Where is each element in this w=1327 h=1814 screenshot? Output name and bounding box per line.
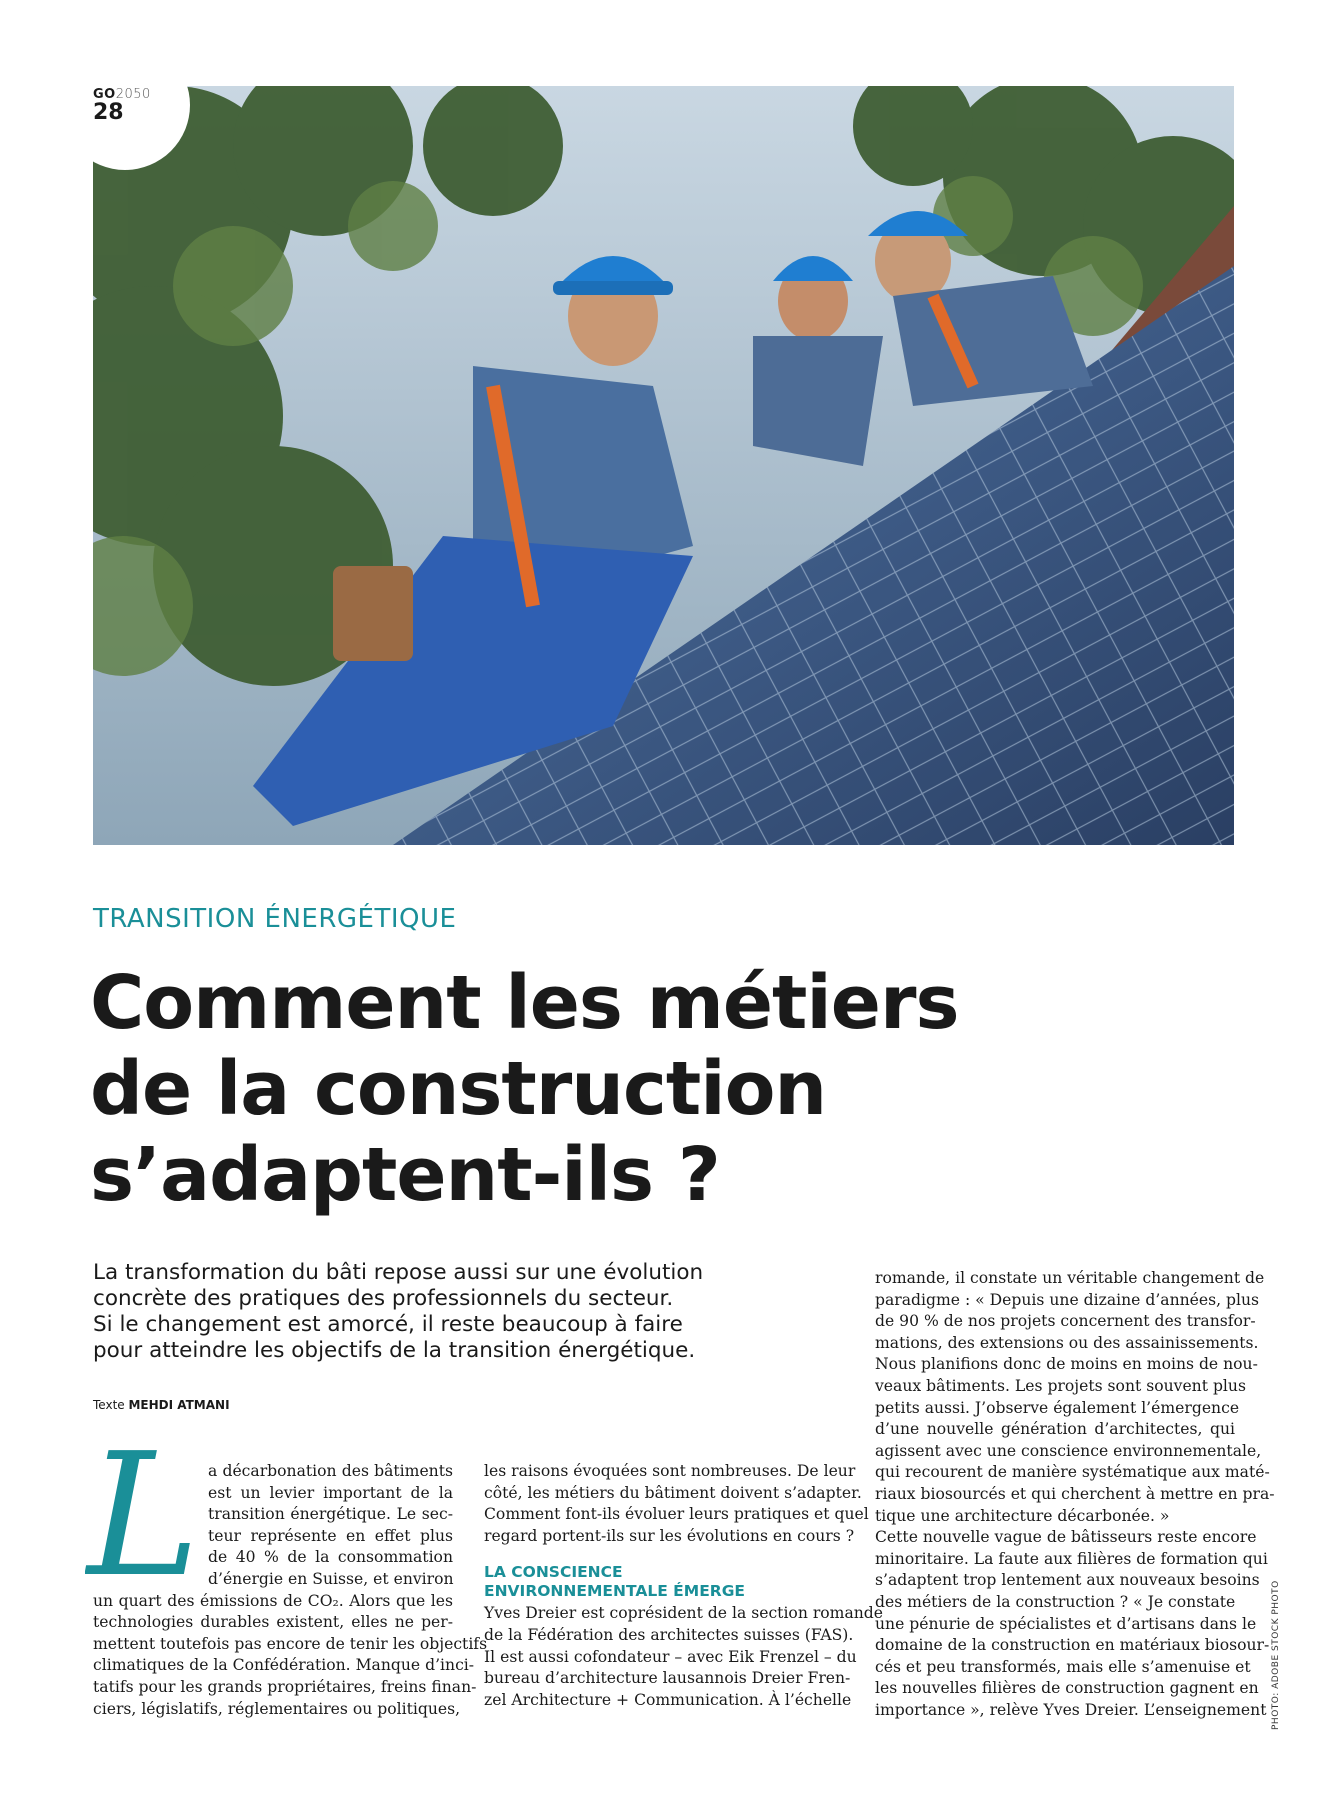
- body-column-1: [93, 1461, 488, 1720]
- body-text-line: Yves Dreier est coprésident de la section romande: [484, 1604, 884, 1623]
- body-text-line: a décarbonation des bâtiments: [208, 1462, 453, 1480]
- body-text-line: côté, les métiers du bâtiment doivent s’adapter.: [484, 1483, 862, 1502]
- body-text-line: teur représente en effet plus: [208, 1526, 453, 1545]
- body-text-line: Comment font-ils évoluer leurs pratiques et quel: [484, 1505, 869, 1524]
- body-text-line: tique une architecture décarbonée. »: [875, 1506, 1170, 1525]
- body-text-line: bureau d’architecture lausannois Dreier Fren-: [484, 1669, 851, 1688]
- article-lead: [93, 1260, 793, 1364]
- article-headline: [90, 960, 1190, 1218]
- lead-line: Si le changement est amorcé, il reste beaucoup à faire: [93, 1312, 683, 1337]
- byline-prefix: Texte: [93, 1398, 125, 1412]
- body-text-line: d’énergie en Suisse, et environ: [208, 1569, 454, 1588]
- headline-line: de la construction: [90, 1046, 827, 1132]
- page-number-block: [93, 88, 151, 124]
- lead-line: concrète des pratiques des professionnels du secteur.: [93, 1286, 674, 1311]
- body-text-line: mettent toutefois pas encore de tenir les objectifs: [93, 1634, 488, 1653]
- body-text-line: les nouvelles filières de construction gagnent en: [875, 1679, 1259, 1698]
- body-text-line: mations, des extensions ou des assainissements.: [875, 1333, 1259, 1352]
- body-text-line: de 40 % de la consommation: [208, 1548, 453, 1567]
- body-text-line: tatifs pour les grands propriétaires, freins finan-: [93, 1677, 477, 1696]
- body-text-line: les raisons évoquées sont nombreuses. De leur: [484, 1462, 856, 1480]
- body-text-line: de 90 % de nos projets concernent des transfor-: [875, 1312, 1256, 1331]
- body-text-line: riaux biosourcés et qui cherchent à mettre en pra-: [875, 1484, 1275, 1503]
- photo-credit: PHOTO: ADOBE STOCK PHOTO: [1271, 1580, 1281, 1730]
- body-text-line: climatiques de la Confédération. Manque d’inci-: [93, 1656, 475, 1675]
- page-number: 28: [93, 100, 124, 125]
- solar-panel-workers-image: [93, 86, 1234, 845]
- body-text-line: importance », relève Yves Dreier. L’enseignement: [875, 1700, 1267, 1719]
- body-text-line: Il est aussi cofondateur – avec Eik Frenzel – du: [484, 1647, 857, 1666]
- body-text-line: romande, il constate un véritable changement de: [875, 1269, 1265, 1287]
- body-text-line: s’adaptent trop lentement aux nouveaux besoins: [875, 1571, 1260, 1590]
- magazine-name: GO2050: [93, 87, 151, 102]
- article-kicker: TRANSITION ÉNERGÉTIQUE: [93, 904, 457, 934]
- body-column-2: [484, 1461, 884, 1711]
- body-text-line: qui recourent de manière systématique aux maté-: [875, 1463, 1270, 1482]
- dropcap-glyph: L: [87, 1446, 200, 1596]
- headline-line: Comment les métiers: [90, 960, 959, 1046]
- body-text-line: petits aussi. J’observe également l’émergence: [875, 1398, 1240, 1417]
- body-text-line: domaine de la construction en matériaux biosour-: [875, 1636, 1270, 1655]
- subhead-line: ENVIRONNEMENTALE ÉMERGE: [484, 1582, 746, 1601]
- body-text-line: est un levier important de la: [208, 1483, 453, 1502]
- body-text-line: regard portent-ils sur les évolutions en cours ?: [484, 1526, 855, 1545]
- body-text-line: ciers, législatifs, réglementaires ou politiques,: [93, 1699, 461, 1718]
- byline-author: MEHDI ATMANI: [128, 1398, 230, 1412]
- lead-line: La transformation du bâti repose aussi sur une évolution: [93, 1260, 704, 1285]
- body-text-line: Nous planifions donc de moins en moins de nou-: [875, 1355, 1258, 1374]
- byline: [93, 1398, 230, 1412]
- body-text-line: minoritaire. La faute aux filières de formation qui: [875, 1549, 1268, 1568]
- body-text-line: des métiers de la construction ? « Je constate: [875, 1592, 1236, 1611]
- section-subhead: [484, 1563, 844, 1601]
- body-text-line: un quart des émissions de CO₂. Alors que les: [93, 1591, 453, 1610]
- body-text-line: Cette nouvelle vague de bâtisseurs reste encore: [875, 1528, 1257, 1547]
- lead-line: pour atteindre les objectifs de la transition énergétique.: [93, 1338, 696, 1363]
- body-text-line: d’une nouvelle génération d’architectes, qui: [875, 1420, 1235, 1439]
- body-text-line: technologies durables existent, elles ne per-: [93, 1613, 453, 1632]
- body-text-line: transition énergétique. Le sec-: [208, 1505, 453, 1524]
- body-text-line: veaux bâtiments. Les projets sont souvent plus: [875, 1376, 1246, 1395]
- body-text-line: agissent avec une conscience environnementale,: [875, 1441, 1262, 1460]
- headline-line: s’adaptent-ils ?: [90, 1132, 720, 1218]
- subhead-line: LA CONSCIENCE: [484, 1563, 623, 1582]
- body-text-line: une pénurie de spécialistes et d’artisans dans le: [875, 1614, 1257, 1633]
- body-column-3: [875, 1268, 1275, 1721]
- body-text-line: cés et peu transformés, mais elle s’amenuise et: [875, 1657, 1251, 1676]
- body-text-line: paradigme : « Depuis une dizaine d’années, plus: [875, 1290, 1260, 1309]
- body-text-line: de la Fédération des architectes suisses (FAS).: [484, 1625, 854, 1644]
- body-text-line: zel Architecture + Communication. À l’échelle: [484, 1690, 852, 1709]
